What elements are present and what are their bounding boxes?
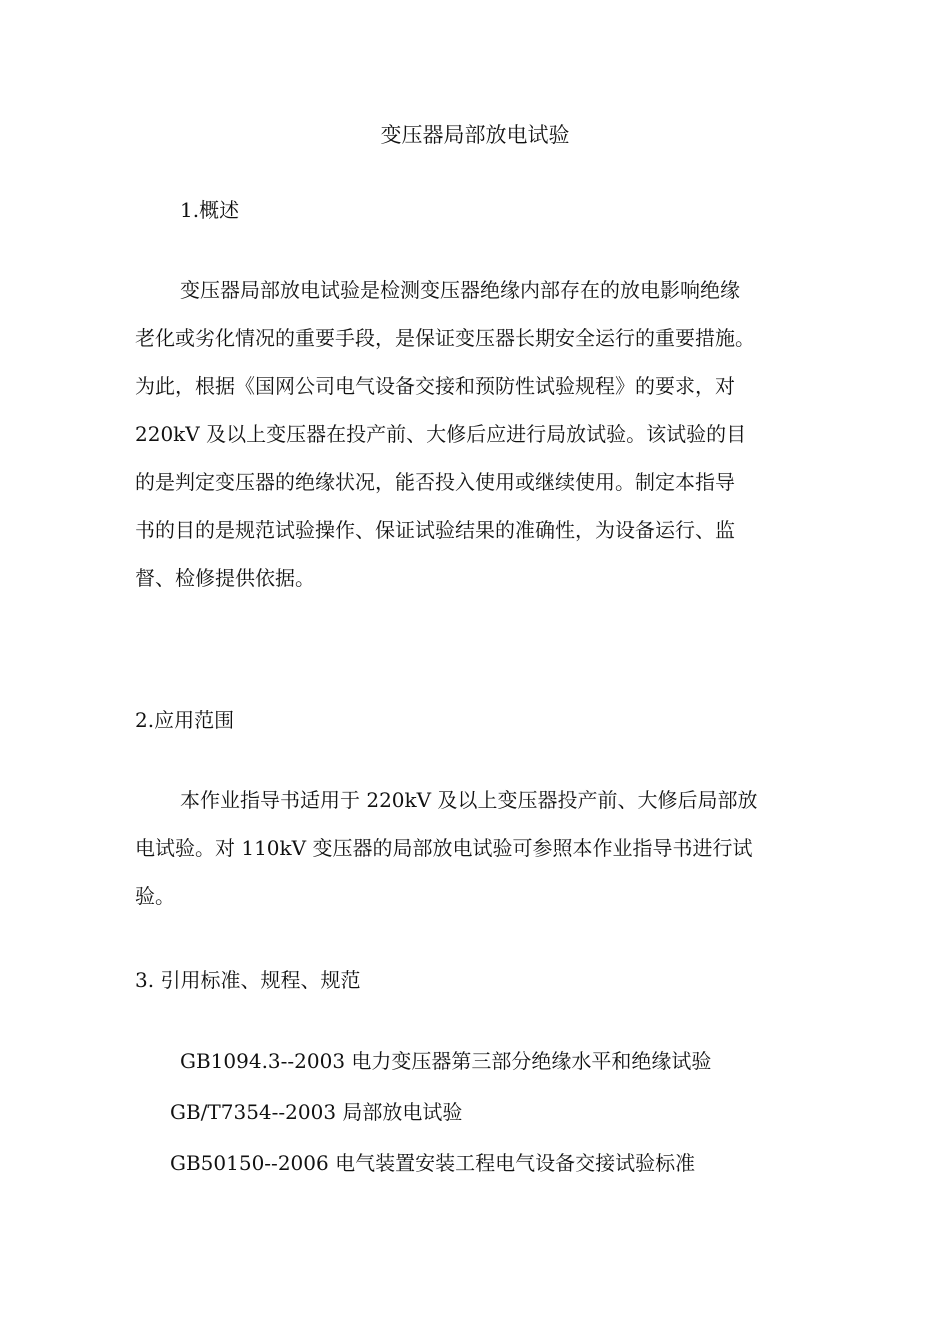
reference-item: GB50150--2006 电气装置安装工程电气设备交接试验标准	[170, 1151, 696, 1175]
overview-paragraph	[135, 266, 815, 602]
section-heading-scope: 2.应用范围	[135, 708, 235, 732]
reference-item: GB/T7354--2003 局部放电试验	[170, 1100, 463, 1124]
section-heading-references: 3. 引用标准、规程、规范	[135, 968, 361, 992]
document-title: 变压器局部放电试验	[380, 123, 570, 147]
paragraph-line: 220kV 及以上变压器在投产前、大修后应进行局放试验。该试验的目	[135, 422, 747, 446]
paragraph-line: 本作业指导书适用于 220kV 及以上变压器投产前、大修后局部放	[180, 788, 758, 812]
paragraph-line: 督、检修提供依据。	[135, 566, 315, 590]
paragraph-line: 书的目的是规范试验操作、保证试验结果的准确性，为设备运行、监	[135, 518, 735, 542]
paragraph-line: 的是判定变压器的绝缘状况，能否投入使用或继续使用。制定本指导	[135, 470, 735, 494]
paragraph-line: 老化或劣化情况的重要手段，是保证变压器长期安全运行的重要措施。	[135, 326, 755, 350]
section-heading-overview: 1.概述	[180, 198, 240, 222]
paragraph-line: 验。	[135, 884, 175, 908]
reference-list	[170, 1036, 830, 1189]
paragraph-line: 变压器局部放电试验是检测变压器绝缘内部存在的放电影响绝缘	[180, 278, 740, 302]
paragraph-line: 为此，根据《国网公司电气设备交接和预防性试验规程》的要求，对	[135, 374, 735, 398]
paragraph-line: 电试验。对 110kV 变压器的局部放电试验可参照本作业指导书进行试	[135, 836, 753, 860]
scope-paragraph	[135, 776, 815, 920]
reference-item: GB1094.3--2003 电力变压器第三部分绝缘水平和绝缘试验	[180, 1049, 712, 1073]
